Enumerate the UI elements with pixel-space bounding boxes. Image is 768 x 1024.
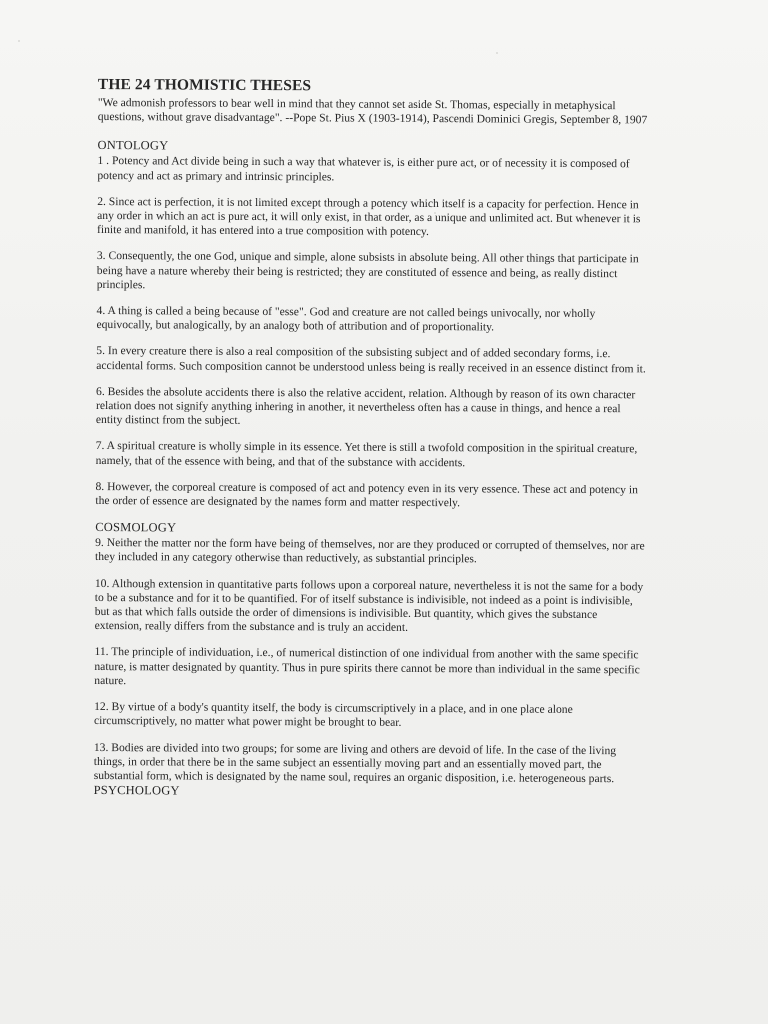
thesis-4: 4. A thing is called a being because of "esse". God and creature are not called beings univocally, nor wholly equivocally, but analogically, by an analogy both of attribution and of proportionality. [96, 304, 596, 334]
thesis-6: 6. Besides the absolute accidents there is also the relative accident, relation. Although by reason of its own character relation does not signify anything inhering in another, it nevertheless often has a cause in things, and hence a real entity distinct from the subject. [95, 384, 636, 428]
section-heading-cosmology: COSMOLOGY [95, 520, 177, 535]
epigraph-quote: "We admonish professors to bear well in mind that they cannot set aside St. Thomas, especially in metaphysical questions, without grave disadvantage". --Pope St. Pius X (1903-1914), Pascendi Dominici Gregis, September 8, 1907 [97, 95, 648, 127]
thesis-8: 8. However, the corporeal creature is composed of act and potency even in its very essence. These act and potency in the order of essence are designated by the names form and matter respectively. [95, 479, 638, 510]
thesis-12: 12. By virtue of a body's quantity itself, the body is circumscriptively in a place, and in one place alone circumscriptively, no matter what power might be brought to bear. [94, 700, 573, 730]
thesis-7: 7. A spiritual creature is wholly simple in its essence. Yet there is still a twofold composition in the spiritual creature, namely, that of the essence with being, and that of the substance with accidents. [95, 439, 638, 469]
thesis-11: 11. The principle of individuation, i.e., of numerical distinction of one individual from another with the same specific nature, is matter designated by quantity. Thus in pure spirits there cannot be more than individual in the same specific nature. [94, 645, 640, 688]
document-title: THE 24 THOMISTIC THESES [97, 76, 312, 95]
scan-speck [496, 52, 498, 54]
section-heading-ontology: ONTOLOGY [97, 138, 169, 153]
thesis-3: 3. Consequently, the one God, unique and simple, alone subsists in absolute being. All other things that participate in being have a nature whereby their being is restricted; they are constituted of essence and being, as really distinct principles. [96, 249, 639, 292]
thesis-2: 2. Since act is perfection, it is not limited except through a potency which itself is a capacity for perfection. Hence in any order in which an act is pure act, it will only exist, in that order, as a unique and unlimited act. But whenever it is finite and manifold, it has entered into a true composition with potency. [97, 194, 641, 239]
thesis-1: 1 . Potency and Act divide being in such a way that whatever is, is either pure act, or of necessity it is composed of potency and act as primary and intrinsic principles. [97, 154, 630, 184]
document-body [94, 76, 648, 802]
thesis-5: 5. In every creature there is also a real composition of the subsisting subject and of added secondary forms, i.e. accidental forms. Such composition cannot be understood unless being is really received in an essence distinct from it. [96, 344, 646, 375]
scan-speck [18, 40, 20, 42]
section-heading-psychology: PSYCHOLOGY [93, 783, 180, 798]
thesis-9: 9. Neither the matter nor the form have being of themselves, nor are they produced or corrupted of themselves, nor are they included in any category otherwise than reductively, as substantial principles. [95, 536, 645, 566]
thesis-10: 10. Although extension in quantitative parts follows upon a corporeal nature, nevertheless it is not the same for a body to be a substance and for it to be quantified. For of itself substance is indivisible, not indeed as a point is indivisible, but as that which falls outside the order of dimensions is indivisible. But quantity, which gives the substance extension, really differs from the substance and is truly an accident. [94, 576, 644, 635]
thesis-13: 13. Bodies are divided into two groups; for some are living and others are devoid of life. In the case of the living things, in order that there be in the same subject an essentially moving part and an essentially moved part, the substantial form, which is designated by the name soul, requires an organic disposition, i.e. heterogeneous parts. [93, 740, 617, 786]
